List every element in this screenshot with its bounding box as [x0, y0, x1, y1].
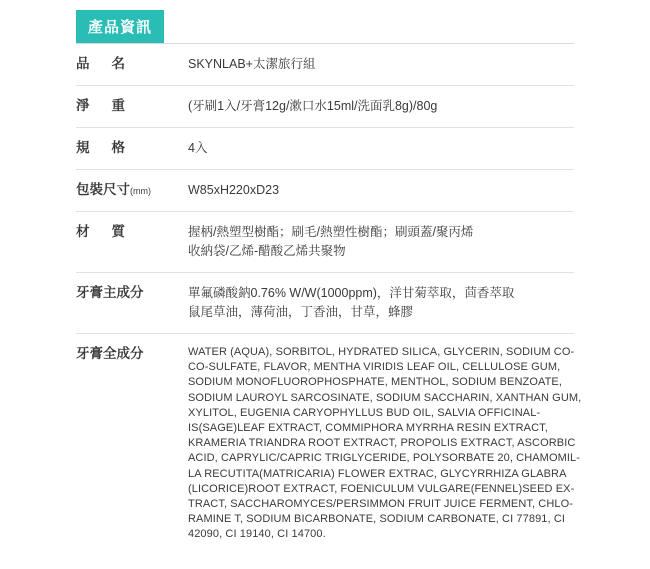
row-label [76, 345, 188, 363]
row-value-line: WATER (AQUA), SORBITOL, HYDRATED SILICA, GLYCERIN, SODIUM CO- [188, 346, 575, 358]
row-value-line: 單氟磷酸鈉0.76% W/W(1000ppm)，洋甘菊萃取，茴香萃取 [188, 286, 515, 300]
row-value [188, 97, 574, 116]
row-label-part: 質 [111, 224, 125, 239]
row-label-part: 材 [76, 224, 112, 239]
row-label-part: 規 [76, 140, 112, 155]
row-label-part: 品 [76, 56, 112, 71]
row-value-line: XYLITOL, EUGENIA CARYOPHYLLUS BUD OIL, SALVIA OFFICINAL- [188, 406, 541, 419]
row-value-line: KRAMERIA TRIANDRA ROOT EXTRACT, PROPOLIS EXTRACT, ASCORBIC [188, 437, 576, 450]
row-label-unit: (mm) [130, 186, 151, 196]
page-title: 產品資訊 [87, 18, 152, 36]
row-label-part: 名 [111, 56, 125, 71]
row-value-line: RAMINE T, SODIUM BICARBONATE, SODIUM CARBONATE, CI 77891, CI [188, 513, 566, 526]
row-value-line: IS(SAGE)LEAF EXTRACT, COMMIPHORA MYRRHA RESIN EXTRACT, [188, 422, 548, 435]
row-value-line: 鼠尾草油，薄荷油，丁香油，甘草，蜂膠 [188, 305, 414, 319]
row-value [188, 345, 581, 543]
row-value-line: W85xH220xD23 [188, 183, 280, 197]
row-value-line: (牙刷1入/牙膏12g/漱口水15ml/洗面乳8g)/80g [188, 99, 438, 113]
row-value-line: 42090, CI 19140, CI 14700. [188, 528, 326, 541]
row-value-line: 4入 [188, 141, 208, 155]
row-label [76, 55, 188, 73]
row-label [76, 284, 188, 302]
row-label [76, 97, 188, 115]
row-value-line: 握柄/熱塑型樹酯；刷毛/熱塑性樹酯；刷頭蓋/聚丙烯 [188, 225, 474, 239]
row-label [76, 181, 188, 200]
row-label-part: 淨 [76, 98, 112, 113]
table-row [76, 128, 574, 170]
row-label [76, 223, 188, 241]
row-value-line: LA RECUTITA(MATRICARIA) FLOWER EXTRAC, GLYCYRRHIZA GLABRA [188, 467, 567, 480]
row-value [188, 55, 574, 74]
table-row [76, 334, 582, 554]
row-label [76, 139, 188, 157]
row-value-line: ACID, CAPRYLIC/CAPRIC TRIGLYCERIDE, POLYSORBATE 20, CHAMOMIL- [188, 452, 581, 465]
row-value-line: 收納袋/乙烯-醋酸乙烯共聚物 [188, 244, 346, 258]
row-value-line: (LICORICE)ROOT EXTRACT, FOENICULUM VULGARE(FENNEL)SEED EX- [188, 482, 575, 495]
row-label-part: 牙膏全成分 [76, 346, 144, 361]
table-row [76, 44, 574, 86]
section-header-banner [76, 10, 164, 44]
row-value [188, 139, 574, 158]
row-value-line: SODIUM MONOFLUOROPHOSPHATE, MENTHOL, SODIUM BENZOATE, [188, 376, 563, 389]
row-value [188, 284, 574, 322]
table-row [76, 170, 574, 212]
row-value [188, 181, 574, 200]
row-label-part: 牙膏主成分 [76, 285, 144, 300]
row-value-line: SKYNLAB+太潔旅行組 [188, 57, 316, 71]
table-row [76, 212, 574, 273]
table-row [76, 273, 574, 334]
row-label-part: 格 [111, 140, 125, 155]
table-row [76, 86, 574, 128]
row-label-part: 包裝尺寸 [76, 182, 130, 197]
product-info-table [76, 44, 582, 554]
row-label-part: 重 [111, 98, 125, 113]
row-value-line: SODIUM LAUROYL SARCOSINATE, SODIUM SACCHARIN, XANTHAN GUM, [188, 391, 582, 404]
row-value-line: TRACT, SACCHAROMYCES/PERSIMMON FRUIT JUICE FERMENT, CHLO- [188, 498, 574, 511]
row-value [188, 223, 574, 261]
row-value-line: CO-SULFATE, FLAVOR, MENTHA VIRIDIS LEAF OIL, CELLULOSE GUM, [188, 361, 561, 374]
